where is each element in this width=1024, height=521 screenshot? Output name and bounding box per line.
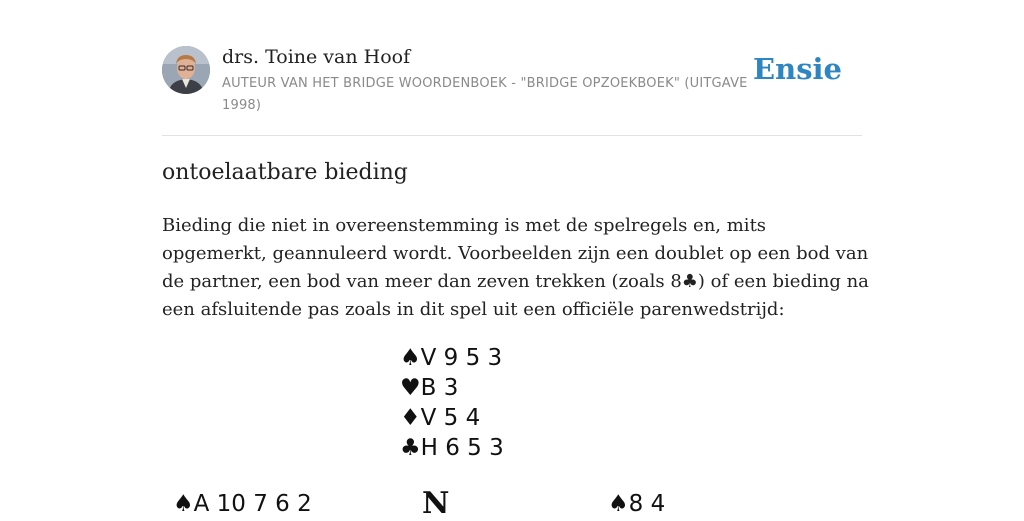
author-header <box>162 46 862 136</box>
north-spades: ♠V 9 5 3 <box>400 345 503 371</box>
north-diamonds: ♦V 5 4 <box>400 405 481 431</box>
west-spades: ♠A 10 7 6 2 <box>173 491 312 517</box>
avatar-photo <box>162 46 210 94</box>
author-description: AUTEUR VAN HET BRIDGE WOORDENBOEK - "BRIDGE OPZOEKBOEK" (UITGAVE 1998) <box>222 76 748 113</box>
compass-north-label: N <box>422 486 450 521</box>
author-avatar[interactable] <box>162 46 210 94</box>
east-spades: ♠8 4 <box>608 491 666 517</box>
entry-body: Bieding die niet in overeenstemming is met de spelregels en, mits opgemerkt, geannuleerd wordt. Voorbeelden zijn een doublet op een bod van de partner, een bod van meer dan zeven trekken (zoals 8♣) of een bieding na een afsluitende pas zoals in dit spel uit een officiële parenwedstrijd: <box>162 215 869 320</box>
author-name[interactable]: drs. Toine van Hoof <box>222 46 411 68</box>
entry-title: ontoelaatbare bieding <box>162 160 408 185</box>
east-hand <box>608 489 665 519</box>
west-hand <box>173 489 312 519</box>
north-clubs: ♣H 6 5 3 <box>400 435 504 461</box>
north-hand <box>400 343 504 463</box>
north-hearts: ♥B 3 <box>400 375 459 401</box>
brand-logo[interactable]: Ensie <box>753 52 842 86</box>
header-divider <box>162 135 862 136</box>
